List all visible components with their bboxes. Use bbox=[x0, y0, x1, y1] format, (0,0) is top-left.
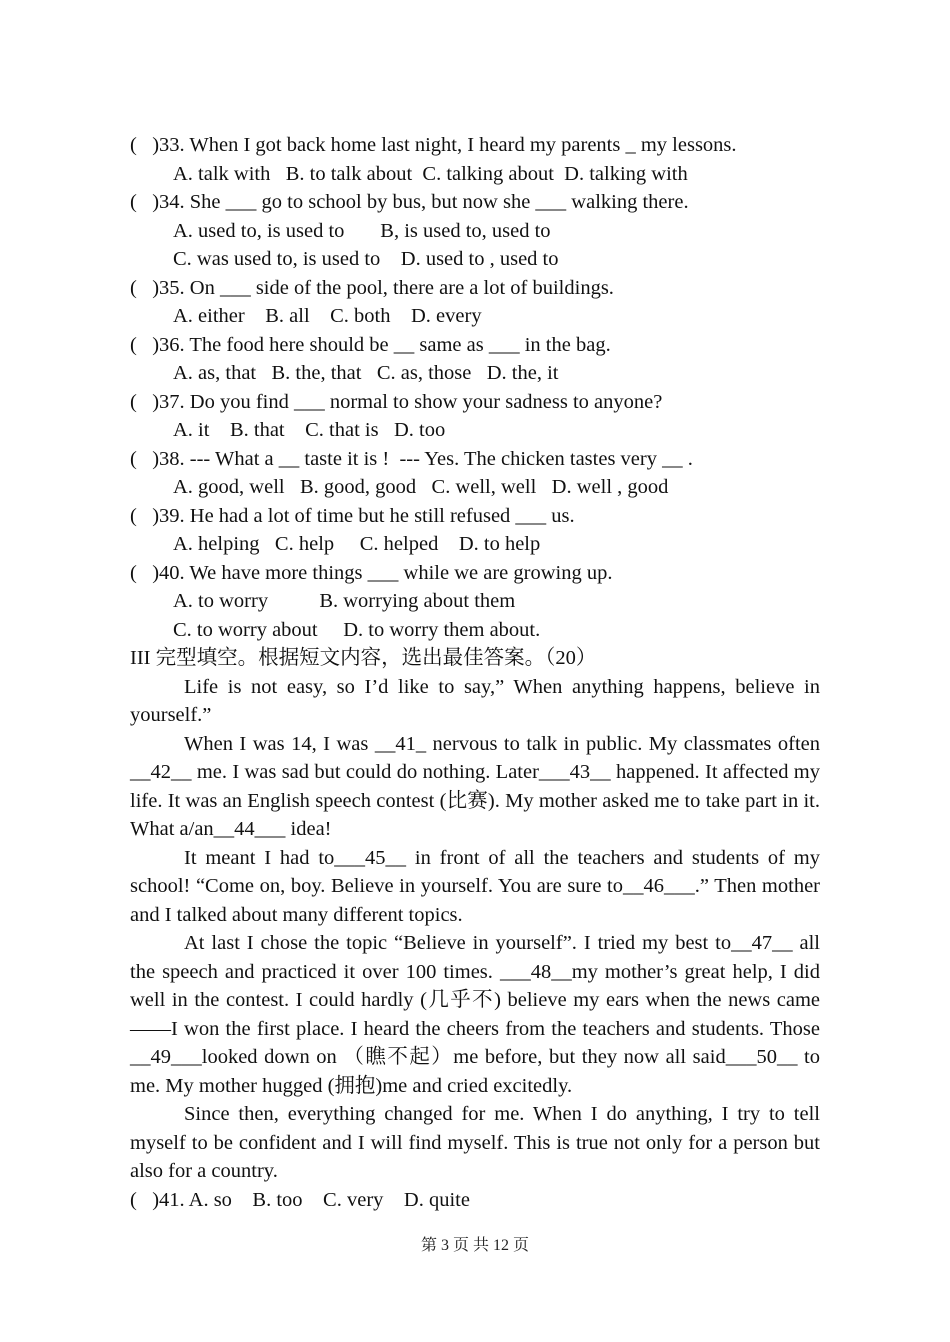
question-options: A. either B. all C. both D. every bbox=[173, 305, 482, 327]
page-footer: 第 3 页 共 12 页 bbox=[420, 1237, 529, 1254]
section-title: III 完型填空。根据短文内容，选出最佳答案。（20） bbox=[130, 647, 597, 669]
question-33 bbox=[130, 131, 820, 188]
question-stem: ( )38. --- What a __ taste it is ! --- Yes. The chicken tastes very __ . bbox=[130, 447, 693, 470]
question-34 bbox=[130, 188, 820, 274]
question-stem: ( )35. On ___ side of the pool, there are a lot of buildings. bbox=[130, 276, 614, 299]
question-options: A. it B. that C. that is D. too bbox=[173, 419, 446, 441]
question-options: A. as, that B. the, that C. as, those D. the, it bbox=[173, 362, 559, 384]
question-39 bbox=[130, 502, 820, 559]
question-stem: ( )36. The food here should be __ same as ___ in the bag. bbox=[130, 333, 611, 356]
question-options: C. to worry about D. to worry them about. bbox=[173, 618, 541, 641]
question-36 bbox=[130, 331, 820, 388]
passage-paragraph: Since then, everything changed for me. When I do anything, I try to tell myself to be confident and I will find myself. This is true not only for a person but also for a country. bbox=[130, 1103, 820, 1182]
question-stem: ( )34. She ___ go to school by bus, but now she ___ walking there. bbox=[130, 191, 689, 213]
question-40 bbox=[130, 559, 820, 645]
question-sheet bbox=[130, 131, 820, 1214]
question-stem: ( )39. He had a lot of time but he still refused ___ us. bbox=[130, 504, 575, 527]
question-options: A. good, well B. good, good C. well, well D. well , good bbox=[173, 476, 669, 498]
question-37 bbox=[130, 388, 820, 445]
question-options: C. was used to, is used to D. used to , used to bbox=[173, 248, 559, 270]
passage-paragraph: Life is not easy, so I’d like to say,” When anything happens, believe in yourself.” bbox=[130, 675, 820, 726]
cloze-passage bbox=[130, 673, 820, 1186]
question-35 bbox=[130, 274, 820, 331]
question-41: ( )41. A. so B. too C. very D. quite bbox=[130, 1188, 470, 1211]
passage-paragraph: It meant I had to___45__ in front of all the teachers and students of my school! “Come on, boy. Believe in yourself. You are sure to__46___.” Then mother and I talked about many different topics. bbox=[130, 846, 820, 926]
question-stem: ( )37. Do you find ___ normal to show your sadness to anyone? bbox=[130, 390, 663, 413]
question-options: A. talk with B. to talk about C. talking about D. talking with bbox=[173, 162, 688, 185]
question-stem: ( )33. When I got back home last night, I heard my parents _ my lessons. bbox=[130, 134, 737, 156]
question-options: A. used to, is used to B, is used to, used to bbox=[173, 219, 551, 242]
question-stem: ( )40. We have more things ___ while we are growing up. bbox=[130, 561, 613, 584]
question-options: A. helping C. help C. helped D. to help bbox=[173, 533, 541, 555]
question-38 bbox=[130, 445, 820, 502]
passage-paragraph: When I was 14, I was __41_ nervous to talk in public. My classmates often __42__ me. I was sad but could do nothing. Later___43__ happened. It affected my life. It was an English speech contest (比赛). My mother asked me to take part in it. What a/an__44___ idea! bbox=[130, 732, 820, 840]
passage-paragraph: At last I chose the topic “Believe in yourself”. I tried my best to__47__ all the speech and practiced it over 100 times. ___48__my mother’s great help, I did well in the contest. I could hardly (几乎不) believe my ears when the news came ——I won the first place. I heard the cheers from the teachers and students. Those __49___looked down on （瞧不起）me before, but they now all said___50__ to me. My mother hugged (拥抱)me and cried excitedly. bbox=[130, 932, 820, 1097]
question-options: A. to worry B. worrying about them bbox=[173, 590, 516, 612]
